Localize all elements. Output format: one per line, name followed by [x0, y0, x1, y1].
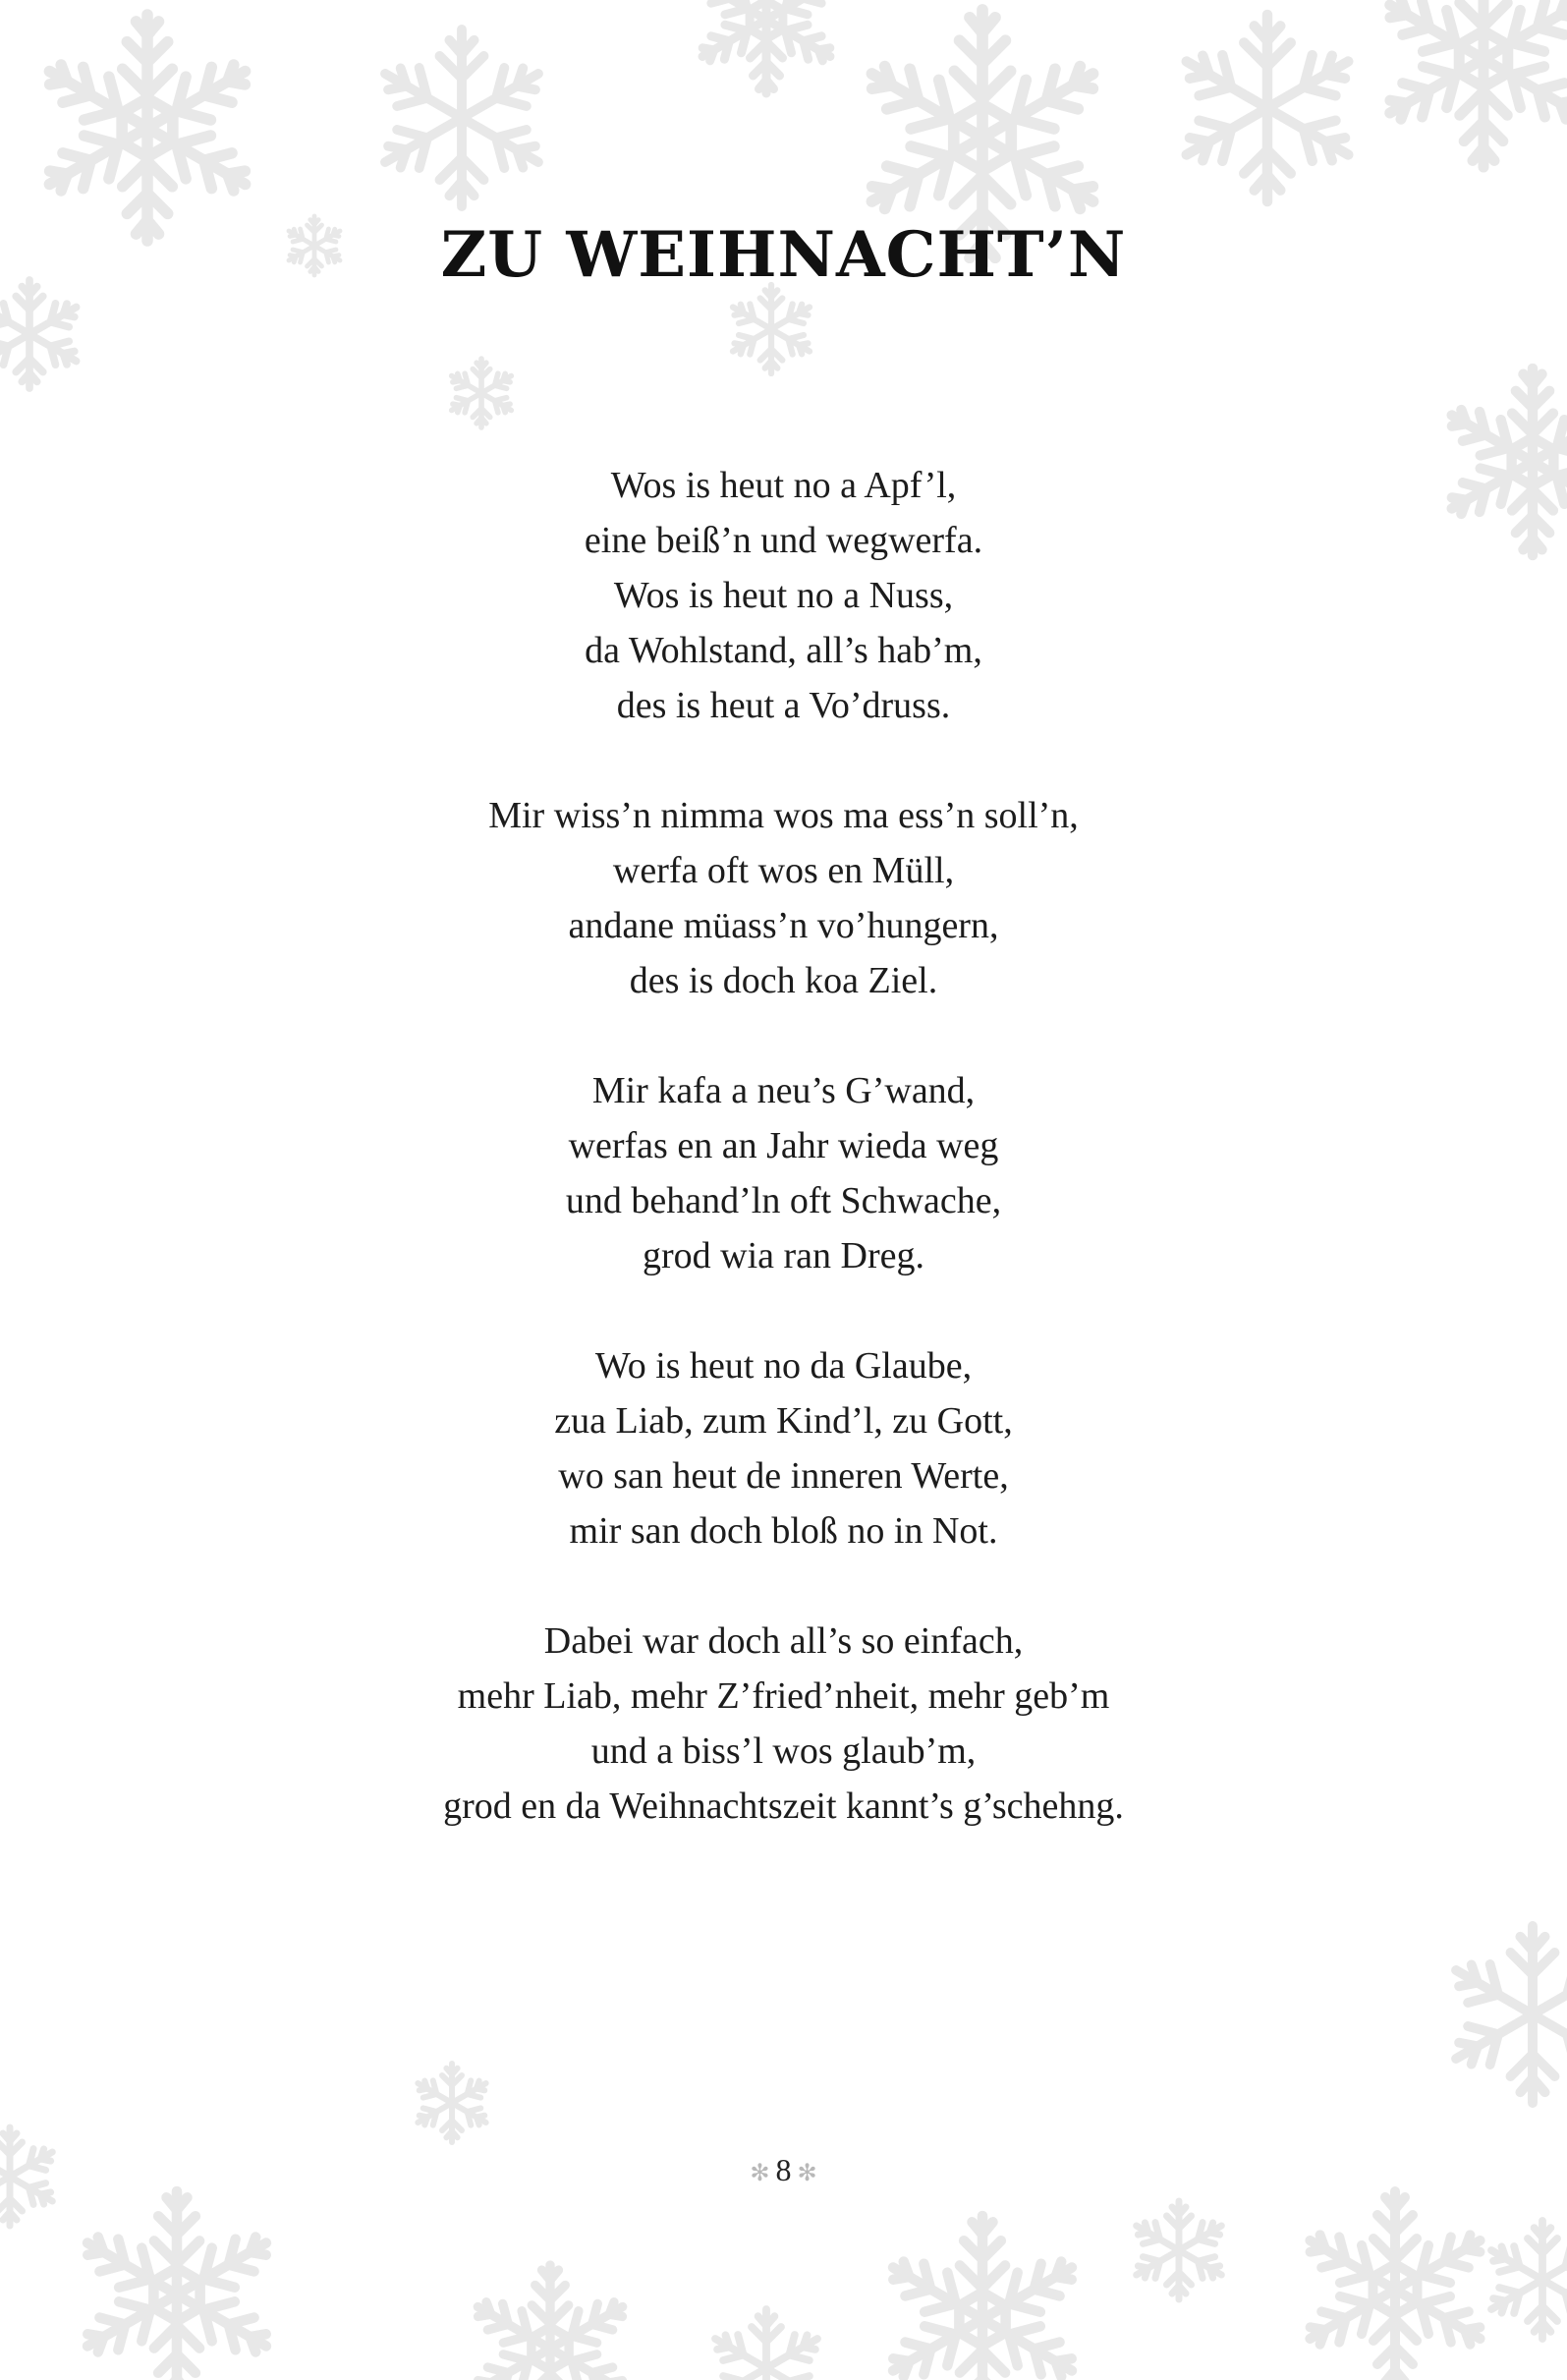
snowflake-icon: [1299, 2191, 1490, 2380]
snowflake-icon: [413, 2064, 490, 2142]
poem-line: Wos is heut no a Apf’l,: [610, 465, 957, 506]
snowflake-icon: [469, 2265, 632, 2380]
snowflake-icon: [374, 29, 549, 206]
snowflake-icon: [708, 2309, 825, 2380]
poem-line: des is heut a Vo’druss.: [616, 685, 951, 726]
poem-line: Wo is heut no da Glaube,: [594, 1345, 973, 1387]
poem-line: Wos is heut no a Nuss,: [613, 575, 954, 616]
snowflake-icon: [695, 0, 838, 93]
snowflake-icon: [1378, 0, 1567, 167]
snowflake-icon: [77, 2191, 278, 2380]
poem-line: wo san heut de inneren Werte,: [558, 1455, 1009, 1497]
snowflake-icon: [882, 2216, 1084, 2380]
poem-body: [0, 458, 1567, 1889]
snowflake-icon: ✻: [750, 2161, 770, 2187]
poem-title: ZU WEIHNACHT’N: [440, 218, 1127, 292]
page-footer: [0, 2152, 1567, 2188]
poem-line: und behand’ln oft Schwache,: [565, 1180, 1002, 1221]
poem-line: andane müass’n vo’hungern,: [568, 905, 999, 946]
poem-line: mir san doch bloß no in Not.: [569, 1510, 998, 1552]
snowflake-icon: [1445, 1926, 1567, 2103]
page-number: 8: [775, 2152, 792, 2187]
snowflake-icon: [727, 285, 814, 373]
poem-line: werfas en an Jahr wieda weg: [568, 1125, 999, 1166]
poem-line: da Wohlstand, all’s hab’m,: [585, 630, 982, 671]
snowflake-icon: [0, 280, 84, 388]
poem-line: grod wia ran Dreg.: [642, 1235, 924, 1276]
poem-stanza: [0, 1338, 1567, 1558]
snowflake-icon: [1484, 2221, 1567, 2339]
poem-line: mehr Liab, mehr Z’fried’nheit, mehr geb’m: [457, 1675, 1110, 1717]
poem-line: Mir wiss’n nimma wos ma ess’n soll’n,: [488, 795, 1079, 836]
poem-line: Dabei war doch all’s so einfach,: [543, 1620, 1024, 1662]
poem-stanza: [0, 1614, 1567, 1834]
poem-stanza: [0, 1063, 1567, 1283]
poem-line: des is doch koa Ziel.: [629, 960, 938, 1001]
poem-line: grod en da Weihnachtszeit kannt’s g’schehng.: [443, 1785, 1124, 1827]
snowflake-icon: [1130, 2201, 1227, 2299]
poem-line: und a biss’l wos glaub’m,: [590, 1730, 977, 1772]
snowflake-icon: [1175, 15, 1360, 201]
poem-line: Mir kafa a neu’s G’wand,: [591, 1070, 976, 1111]
poem-stanza: [0, 458, 1567, 733]
poem-line: eine beiß’n und wegwerfa.: [584, 520, 983, 561]
snowflake-icon: ✻: [797, 2161, 817, 2187]
poem-line: werfa oft wos en Müll,: [612, 850, 955, 891]
snowflake-icon: [447, 359, 515, 427]
poem-stanza: [0, 788, 1567, 1008]
snowflake-icon: [37, 15, 257, 241]
poem-line: zua Liab, zum Kind’l, zu Gott,: [554, 1400, 1013, 1442]
